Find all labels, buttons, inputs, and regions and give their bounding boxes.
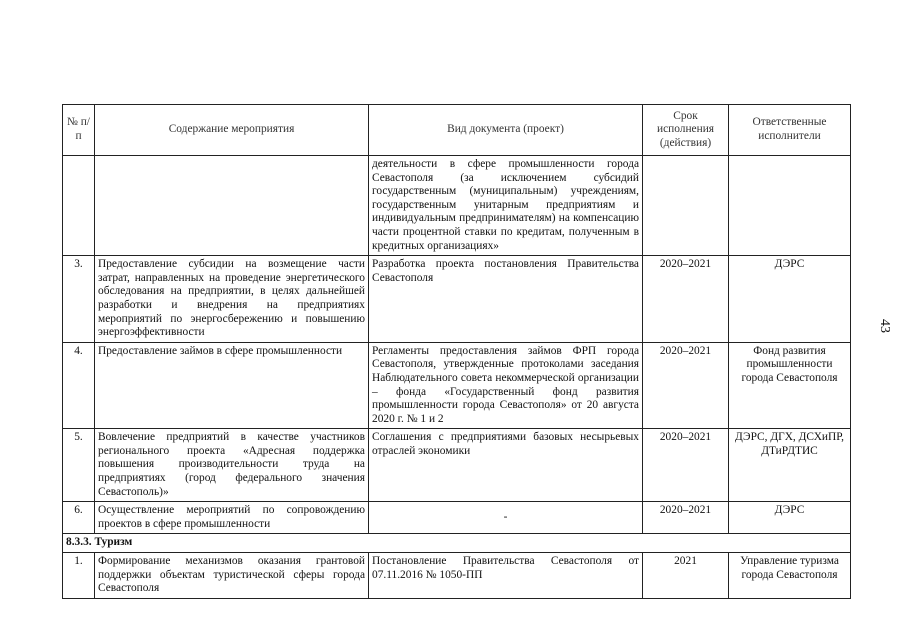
table-row	[63, 342, 851, 429]
row-term: 2020–2021	[643, 429, 729, 502]
row-doc-type: Постановление Правительства Севастополя от 07.11.2016 № 1050-ПП	[369, 553, 643, 599]
header-content: Содержание мероприятия	[95, 105, 369, 156]
table-row	[63, 502, 851, 534]
row-term: 2020–2021	[643, 256, 729, 343]
row-num: 3.	[63, 256, 95, 343]
row-term	[643, 156, 729, 256]
measures-table	[62, 104, 851, 599]
row-content	[95, 156, 369, 256]
header-num: № п/п	[63, 105, 95, 156]
header-doc-type: Вид документа (проект)	[369, 105, 643, 156]
row-content: Формирование механизмов оказания грантовой поддержки объектам туристической сферы города Севастополя	[95, 553, 369, 599]
row-responsible	[729, 156, 851, 256]
table-row	[63, 156, 851, 256]
table-row	[63, 553, 851, 599]
row-num: 1.	[63, 553, 95, 599]
header-responsible: Ответственные исполнители	[729, 105, 851, 156]
row-num: 5.	[63, 429, 95, 502]
section-row	[63, 534, 851, 553]
row-doc-type: Регламенты предоставления займов ФРП города Севастополя, утвержденные протоколами заседания Наблюдательного совета некоммерческой организации – фонда «Государственный фонд развития промышленности города Севастополя» от 20 августа 2020 г. № 1 и 2	[369, 342, 643, 429]
row-content: Осуществление мероприятий по сопровождению проектов в сфере промышленности	[95, 502, 369, 534]
row-content: Предоставление займов в сфере промышленности	[95, 342, 369, 429]
row-doc-type: Разработка проекта постановления Правительства Севастополя	[369, 256, 643, 343]
row-doc-type: деятельности в сфере промышленности города Севастополя (за исключением субсидий государственным (муниципальным) учреждениям, государственным унитарным предприятиям и индивидуальным предпринимателям) на компенсацию части процентной ставки по кредитам, полученным в кредитных организациях»	[369, 156, 643, 256]
row-responsible: Фонд развития промышленности города Севастополя	[729, 342, 851, 429]
table-row	[63, 429, 851, 502]
row-num	[63, 156, 95, 256]
row-doc-type: Соглашения с предприятиями базовых несырьевых отраслей экономики	[369, 429, 643, 502]
header-term: Срок исполнения (действия)	[643, 105, 729, 156]
page-number: 43	[877, 319, 892, 333]
row-term: 2021	[643, 553, 729, 599]
row-term: 2020–2021	[643, 342, 729, 429]
row-term: 2020–2021	[643, 502, 729, 534]
row-num: 4.	[63, 342, 95, 429]
row-doc-type: -	[369, 502, 643, 534]
row-content: Вовлечение предприятий в качестве участников регионального проекта «Адресная поддержка повышения производительности труда на предприятиях (город федерального значения Севастополь)»	[95, 429, 369, 502]
row-num: 6.	[63, 502, 95, 534]
row-content: Предоставление субсидии на возмещение части затрат, направленных на проведение энергетического обследования на предприятии, в целях дальнейшей разработки и внедрения на предприятиях мероприятий по энергосбережению и повышению энергоэффективности	[95, 256, 369, 343]
section-title: 8.3.3. Туризм	[63, 534, 851, 553]
row-responsible: ДЭРС	[729, 502, 851, 534]
table-row	[63, 256, 851, 343]
row-responsible: ДЭРС	[729, 256, 851, 343]
table-header-row	[63, 105, 851, 156]
row-responsible: ДЭРС, ДГХ, ДСХиПР, ДТиРДТИС	[729, 429, 851, 502]
row-responsible: Управление туризма города Севастополя	[729, 553, 851, 599]
